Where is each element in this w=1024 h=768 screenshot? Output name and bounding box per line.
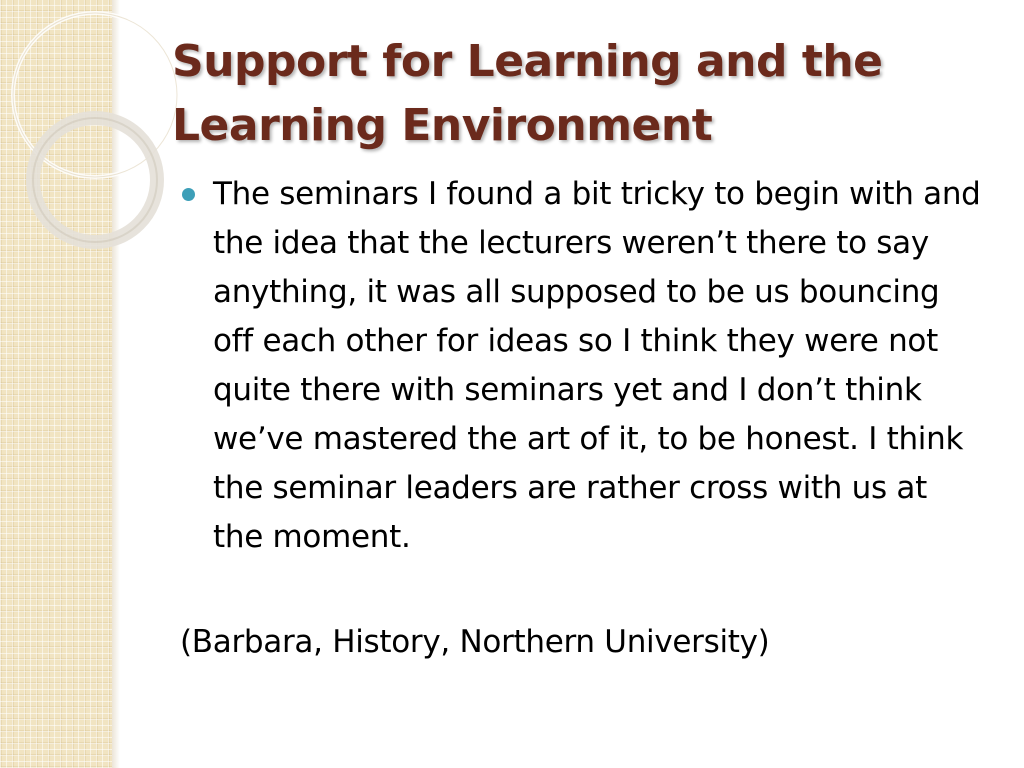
circle-bullet-icon [182,188,195,201]
slide-title: Support for Learning and the Learning Environment [172,36,883,151]
bullet-list [182,170,982,562]
decorative-rings [0,0,200,300]
quote-attribution: (Barbara, History, Northern University) [180,624,770,660]
bullet-item [182,170,982,562]
bullet-text: The seminars I found a bit tricky to begin with and the idea that the lecturers weren’t there to say anything, it was all supposed to be us bouncing off each other for ideas so I think they were not quite there with seminars yet and I don’t think we’ve mastered the art of it, to be honest. I think the seminar leaders are rather cross with us at the moment. [213,176,981,555]
